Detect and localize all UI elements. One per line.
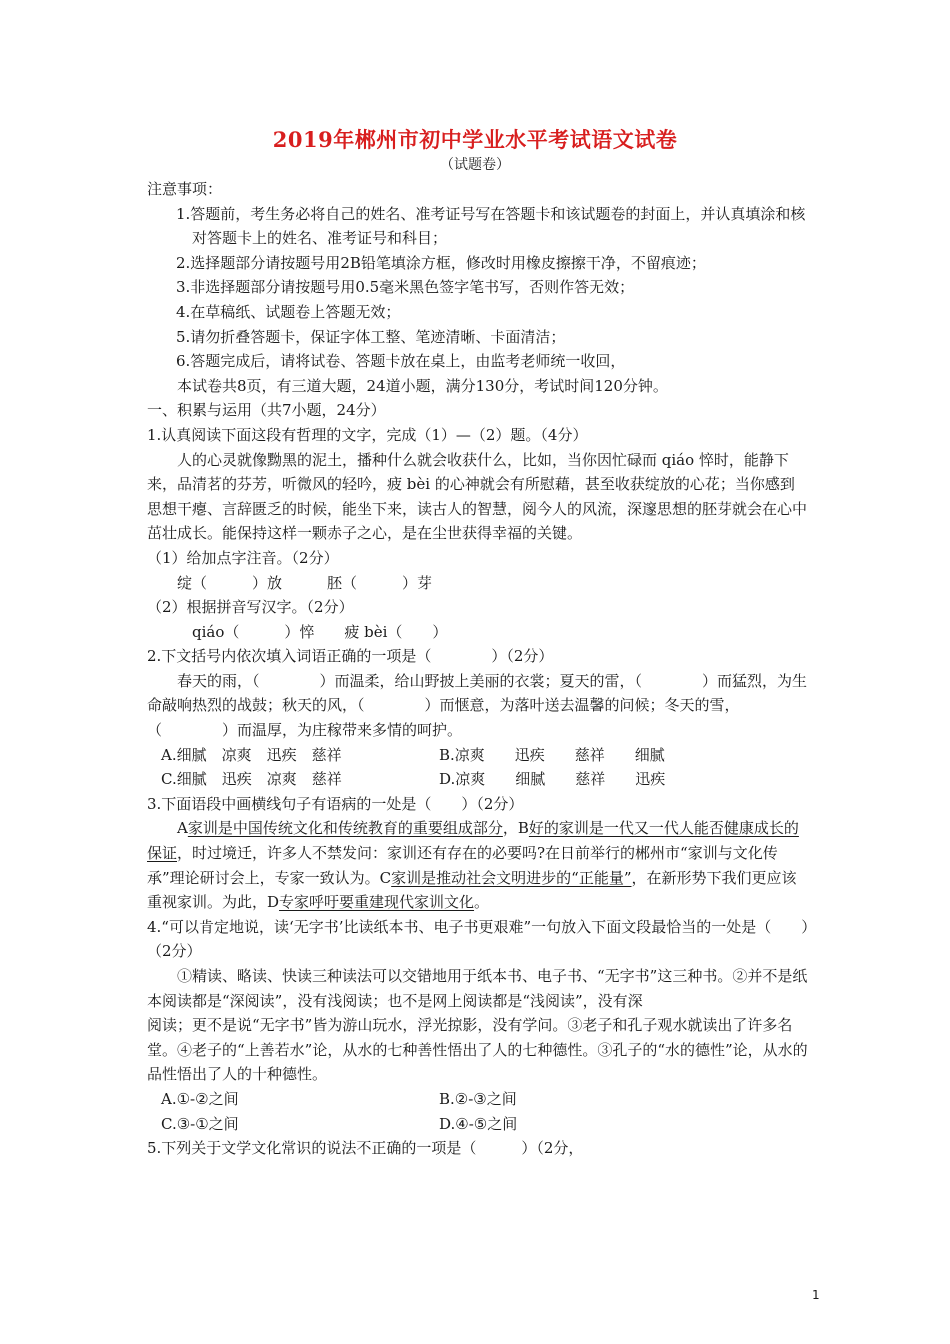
q3-label-b: ，B	[502, 819, 529, 838]
question-1-stem: 1.认真阅读下面这段有哲理的文字，完成（1）—（2）题。（4分）	[147, 425, 588, 444]
question-1-sub-2: （2）根据拼音写汉字。（2分）	[147, 598, 354, 617]
notice-heading: 注意事项：	[147, 180, 223, 198]
exam-subtitle: （试题卷）	[440, 157, 510, 173]
q3-end: 。	[474, 893, 490, 912]
q3-underlined-c: 家训是推动社会文明进步的“正能量”	[391, 868, 632, 887]
question-4-passage-1: ①精读、略读、快读三种读法可以交错地用于纸本书、电子书、“无字书”这三种书。②并不是纸本阅读都是“深阅读”，没有浅阅读；也不是网上阅读都是“浅阅读”，没有深	[147, 967, 808, 1010]
notice-item-6: 6.答题完成后，请将试卷、答题卡放在桌上，由监考老师统一收回，	[176, 352, 626, 371]
question-4-stem: 4.“可以肯定地说，读‘无字书’比读纸本书、电子书更艰难”一句放入下面文段最恰当的一处是（ ）（2分）	[147, 917, 809, 961]
q3-middle-text: ，时过境迁，许多人不禁发问：家训还有存在的必要吗?在日前举行的郴州市“家训与文化传承”理论研讨会上，专家一致认为。C	[147, 844, 778, 887]
question-2-passage: 春天的雨，（ ）而温柔，给山野披上美丽的衣裳；夏天的雷，（ ）而猛烈，为生命敲响热烈的战鼓；秋天的风，（ ）而惬意，为落叶送去温馨的问候；冬天的雪，（ ）而温厚，为庄稼带来多情的呵护。	[147, 671, 808, 740]
question-2-option-d: D.凉爽 细腻 慈祥 迅疾	[439, 770, 666, 789]
question-2-options-row-2	[147, 767, 809, 792]
question-4-option-d: D.④-⑤之间	[439, 1114, 518, 1133]
notice-item-3: 3.非选择题部分请按题号用0.5毫米黑色签字笔书写，否则作答无效；	[176, 278, 635, 297]
question-2-option-b: B.凉爽 迅疾 慈祥 细腻	[439, 745, 665, 764]
question-4-options-row-2	[147, 1112, 809, 1137]
question-4-option-a: A.①-②之间	[161, 1089, 239, 1108]
question-1-sub-1-answer: 绽（ ）放 胚（ ）芽	[177, 573, 433, 592]
q3-after-c: ，在新形势下我们更应该重视家训。为此，D	[147, 868, 797, 912]
question-3-passage	[147, 816, 809, 914]
q3-underlined-b: 好的家训是一代又一代人能否健康成长的保证	[147, 819, 799, 863]
question-4-options-row-1	[147, 1087, 809, 1112]
q3-label-a: A	[177, 819, 188, 838]
notice-item-5: 5.请勿折叠答题卡，保证字体工整、笔迹清晰、卡面清洁；	[176, 327, 566, 346]
page-number: 1	[812, 1288, 820, 1302]
notice-item-4: 4.在草稿纸、试题卷上答题无效；	[176, 302, 401, 321]
question-3-stem: 3.下面语段中画横线句子有语病的一处是（ ）（2分）	[147, 794, 524, 813]
notice-item-2: 2.选择题部分请按题号用2B铅笔填涂方框，修改时用橡皮擦擦干净，不留痕迹；	[176, 253, 706, 272]
section-1-heading: 一、积累与运用（共7小题，24分）	[147, 401, 386, 420]
exam-content	[147, 177, 809, 1161]
exam-title: 2019年郴州市初中学业水平考试语文试卷	[272, 127, 678, 152]
notice-item-1: 1.答题前，考生务必将自己的姓名、准考证号写在答题卡和该试题卷的封面上，并认真填涂和核对答题卡上的姓名、准考证号和科目；	[176, 204, 806, 248]
question-2-option-a: A.细腻 凉爽 迅疾 慈祥	[161, 745, 342, 764]
question-5-stem: 5.下列关于文学文化常识的说法不正确的一项是（ ）（2分，	[147, 1139, 584, 1158]
question-4-option-c: C.③-①之间	[161, 1114, 239, 1133]
q3-underlined-a: 家训是中国传统文化和传统教育的重要组成部分	[187, 819, 503, 838]
question-1-passage: 人的心灵就像黝黑的泥土，播种什么就会收获什么，比如，当你因忙碌而 qiáo 悴时，能静下来，品清茗的芬芳，听微风的轻吟，疲 bèi 的心神就会有所慰藉，甚至收获绽放的心花；当你感到思想干瘪、言辞匮乏的时候，能坐下来，读古人的智慧，阅今人的风流，深邃思想的胚芽就会在心中茁壮成长。能保持这样一颗赤子之心，是在尘世获得幸福的关键。	[147, 450, 808, 543]
question-2-options-row-1	[147, 743, 809, 768]
question-4-passage-2: 阅读；更不是说“无字书”皆为游山玩水，浮光掠影，没有学问。③老子和孔子观水就读出了许多名堂。④老子的“上善若水”论，从水的七种善性悟出了人的七种德性。③孔子的“水的德性”论，从水的品性悟出了人的十种德性。	[147, 1016, 808, 1084]
question-4-option-b: B.②-③之间	[439, 1089, 517, 1108]
q3-underlined-d: 专家呼吁要重建现代家训文化	[279, 893, 475, 912]
question-2-stem: 2.下文括号内依次填入词语正确的一项是（ ）（2分）	[147, 647, 554, 666]
question-2-option-c: C.细腻 迅疾 凉爽 慈祥	[161, 770, 342, 789]
question-1-sub-1: （1）给加点字注音。（2分）	[147, 548, 339, 567]
notice-summary: 本试卷共8页，有三道大题，24道小题，满分130分，考试时间120分钟。	[177, 376, 668, 395]
question-1-sub-2-answer: qiáo（ ）悴 疲 bèi（ ）	[192, 622, 448, 641]
